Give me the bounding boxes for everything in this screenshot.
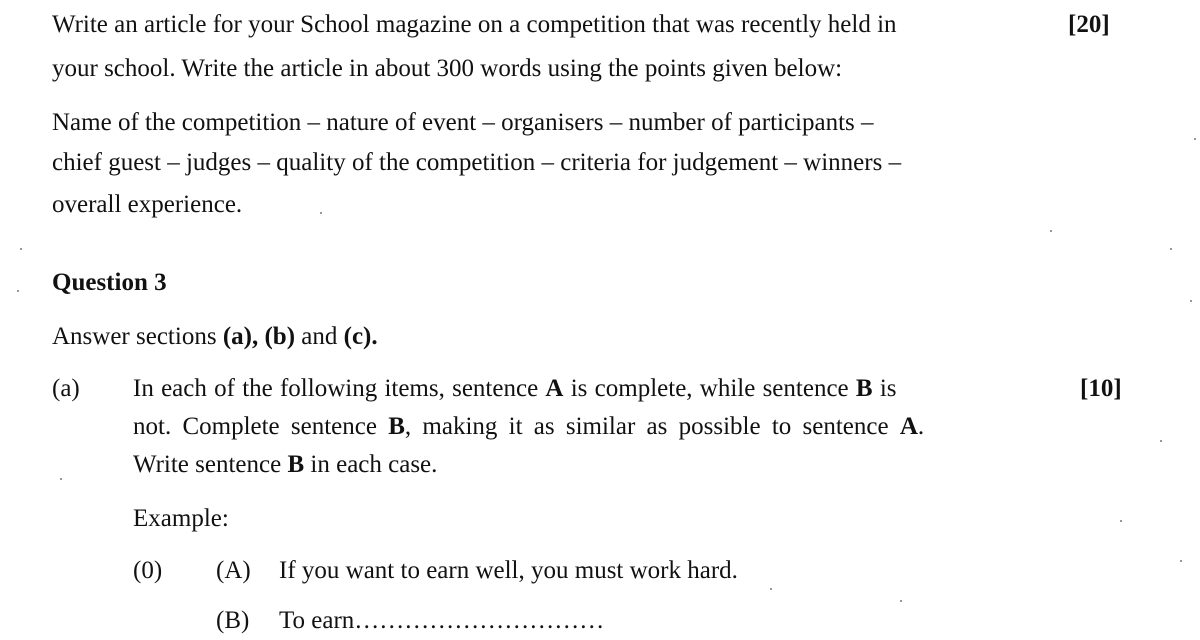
item-number: (0) [133, 557, 163, 584]
scan-speck [17, 290, 19, 292]
part-a-l2-B: B [388, 413, 405, 440]
part-a-l3-post: in each case. [304, 451, 438, 478]
part-a-l2-A: A [899, 413, 918, 440]
part-a-l2-mid: , making it as similar as possible to sentence [404, 413, 900, 440]
item-a-text: If you want to earn well, you must work hard. [279, 557, 738, 584]
scan-speck [1194, 138, 1196, 140]
scan-speck [60, 478, 62, 480]
part-a-l1-pre: In each of the following items, sentence [133, 375, 546, 402]
q3-instruction [52, 318, 378, 356]
part-a-l1-mid: is complete, while sentence [563, 375, 856, 402]
q3-instruction-c: (c). [343, 323, 378, 350]
q2-points-line-1: Name of the competition – nature of event – organisers – number of participants – [52, 109, 874, 136]
q3-instruction-b: (b) [264, 323, 296, 350]
part-a-l3-pre: Write sentence [133, 451, 288, 478]
part-a-l1-B: B [855, 375, 873, 402]
part-a-l3-B: B [287, 451, 305, 478]
part-a-line-3 [133, 446, 437, 484]
scan-speck [900, 600, 902, 602]
scan-speck [1190, 300, 1192, 302]
part-a-line-2 [133, 408, 924, 446]
q2-line-1: Write an article for your School magazine on a competition that was recently held in [52, 11, 897, 38]
q3-instruction-and: and [295, 323, 344, 350]
q3-heading: Question 3 [52, 269, 167, 296]
part-a-marks: [10] [1080, 375, 1122, 402]
part-a-l1-post: is [872, 375, 897, 402]
item-b-text: To earn………………………… [279, 607, 605, 634]
q2-points-line-3: overall experience. [52, 191, 243, 218]
item-a-label: (A) [216, 557, 251, 584]
scan-speck [1120, 520, 1122, 522]
part-a-l2-pre: not. Complete sentence [133, 413, 389, 440]
part-a-l2-post: . [917, 413, 925, 440]
scan-speck [1180, 560, 1182, 562]
q3-instruction-a: (a), [222, 323, 259, 350]
part-a-label: (a) [52, 375, 80, 402]
q2-marks: [20] [1068, 11, 1110, 38]
scan-speck [1160, 440, 1162, 442]
scan-speck [1170, 248, 1172, 250]
example-label: Example: [133, 505, 229, 532]
part-a-line-1 [133, 370, 897, 408]
scan-speck [20, 248, 22, 250]
q2-line-2: your school. Write the article in about 300 words using the points given below: [52, 55, 843, 82]
q3-instruction-pre: Answer sections [52, 323, 223, 350]
scan-speck [1050, 230, 1052, 232]
item-b-label: (B) [216, 607, 250, 634]
scan-speck [770, 588, 772, 590]
part-a-l1-A: A [545, 375, 564, 402]
scan-speck [320, 212, 322, 214]
q2-points-line-2: chief guest – judges – quality of the competition – criteria for judgement – winners – [52, 149, 902, 176]
